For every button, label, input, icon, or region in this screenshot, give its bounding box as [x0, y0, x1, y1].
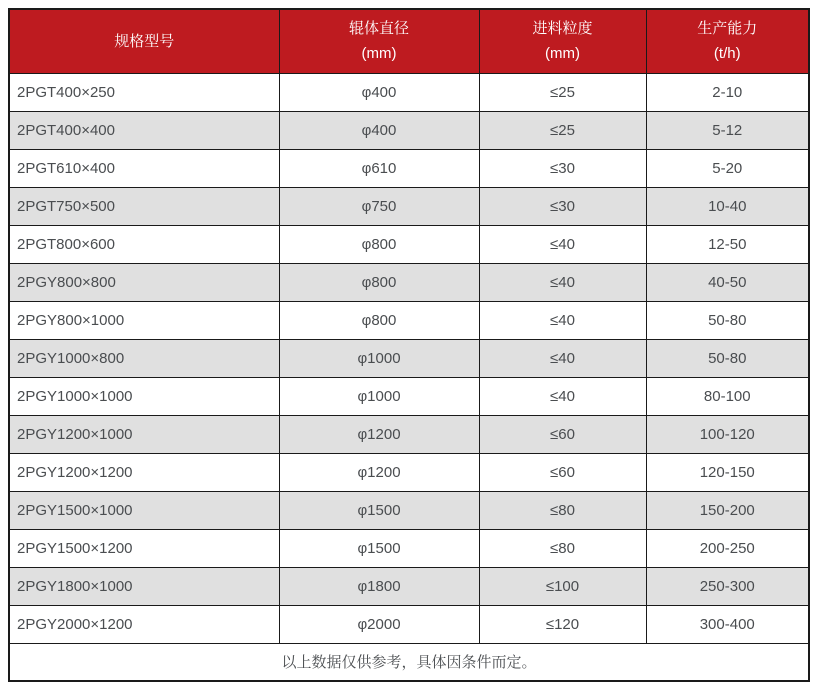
cell-roller-diameter: φ1200 — [279, 415, 479, 453]
table-row — [9, 339, 809, 377]
cell-feed-size: ≤40 — [479, 377, 646, 415]
cell-feed-size: ≤100 — [479, 567, 646, 605]
cell-roller-diameter: φ400 — [279, 73, 479, 111]
column-header-label: 进料粒度 — [532, 20, 593, 38]
table-row — [9, 149, 809, 187]
cell-capacity: 12-50 — [646, 225, 809, 263]
column-header-feed-size — [479, 9, 646, 73]
cell-roller-diameter: φ610 — [279, 149, 479, 187]
cell-roller-diameter: φ2000 — [279, 605, 479, 643]
cell-model: 2PGY1200×1200 — [9, 453, 279, 491]
table-row — [9, 377, 809, 415]
cell-roller-diameter: φ1000 — [279, 339, 479, 377]
column-header-unit: (mm) — [361, 45, 397, 63]
cell-feed-size: ≤30 — [479, 149, 646, 187]
cell-model: 2PGY1000×800 — [9, 339, 279, 377]
table-row — [9, 567, 809, 605]
cell-roller-diameter: φ1000 — [279, 377, 479, 415]
cell-model: 2PGT400×400 — [9, 111, 279, 149]
table-row — [9, 491, 809, 529]
cell-roller-diameter: φ1800 — [279, 567, 479, 605]
cell-roller-diameter: φ750 — [279, 187, 479, 225]
cell-capacity: 50-80 — [646, 301, 809, 339]
cell-capacity: 80-100 — [646, 377, 809, 415]
cell-model: 2PGY1000×1000 — [9, 377, 279, 415]
cell-model: 2PGT400×250 — [9, 73, 279, 111]
cell-feed-size: ≤80 — [479, 529, 646, 567]
table-row — [9, 225, 809, 263]
cell-feed-size: ≤60 — [479, 453, 646, 491]
cell-model: 2PGY1200×1000 — [9, 415, 279, 453]
spec-table-foot — [9, 643, 809, 681]
cell-capacity: 40-50 — [646, 263, 809, 301]
column-header-unit: (t/h) — [713, 45, 741, 63]
table-row — [9, 301, 809, 339]
table-row — [9, 111, 809, 149]
header-row — [9, 9, 809, 73]
cell-capacity: 100-120 — [646, 415, 809, 453]
cell-feed-size: ≤40 — [479, 301, 646, 339]
cell-roller-diameter: φ1500 — [279, 529, 479, 567]
table-row — [9, 415, 809, 453]
table-row — [9, 453, 809, 491]
cell-capacity: 200-250 — [646, 529, 809, 567]
cell-roller-diameter: φ1200 — [279, 453, 479, 491]
column-header-capacity — [646, 9, 809, 73]
cell-feed-size: ≤120 — [479, 605, 646, 643]
cell-feed-size: ≤30 — [479, 187, 646, 225]
cell-feed-size: ≤25 — [479, 73, 646, 111]
column-header-label: 规格型号 — [114, 32, 175, 50]
cell-model: 2PGY2000×1200 — [9, 605, 279, 643]
cell-feed-size: ≤25 — [479, 111, 646, 149]
cell-model: 2PGY1500×1000 — [9, 491, 279, 529]
cell-model: 2PGY1500×1200 — [9, 529, 279, 567]
cell-model: 2PGT610×400 — [9, 149, 279, 187]
footnote-row — [9, 643, 809, 681]
cell-capacity: 300-400 — [646, 605, 809, 643]
column-header-label: 辊体直径 — [348, 20, 409, 38]
footnote: 以上数据仅供参考，具体因条件而定。 — [9, 643, 809, 681]
cell-capacity: 150-200 — [646, 491, 809, 529]
cell-capacity: 5-12 — [646, 111, 809, 149]
cell-feed-size: ≤40 — [479, 339, 646, 377]
column-header-label: 生产能力 — [697, 20, 758, 38]
cell-roller-diameter: φ400 — [279, 111, 479, 149]
cell-model: 2PGT750×500 — [9, 187, 279, 225]
cell-capacity: 50-80 — [646, 339, 809, 377]
cell-feed-size: ≤40 — [479, 225, 646, 263]
table-row — [9, 263, 809, 301]
table-row — [9, 529, 809, 567]
cell-roller-diameter: φ800 — [279, 301, 479, 339]
cell-feed-size: ≤60 — [479, 415, 646, 453]
spec-table-body — [9, 73, 809, 643]
cell-roller-diameter: φ800 — [279, 225, 479, 263]
spec-table-head — [9, 9, 809, 73]
cell-model: 2PGY1800×1000 — [9, 567, 279, 605]
cell-capacity: 2-10 — [646, 73, 809, 111]
cell-model: 2PGY800×1000 — [9, 301, 279, 339]
cell-model: 2PGT800×600 — [9, 225, 279, 263]
cell-feed-size: ≤80 — [479, 491, 646, 529]
cell-roller-diameter: φ1500 — [279, 491, 479, 529]
cell-feed-size: ≤40 — [479, 263, 646, 301]
column-header-unit: (mm) — [545, 45, 580, 63]
table-row — [9, 187, 809, 225]
cell-capacity: 250-300 — [646, 567, 809, 605]
spec-table — [8, 8, 810, 682]
column-header-model — [9, 9, 279, 73]
cell-roller-diameter: φ800 — [279, 263, 479, 301]
cell-model: 2PGY800×800 — [9, 263, 279, 301]
table-row — [9, 73, 809, 111]
cell-capacity: 120-150 — [646, 453, 809, 491]
cell-capacity: 5-20 — [646, 149, 809, 187]
table-row — [9, 605, 809, 643]
column-header-roller-diameter — [279, 9, 479, 73]
cell-capacity: 10-40 — [646, 187, 809, 225]
